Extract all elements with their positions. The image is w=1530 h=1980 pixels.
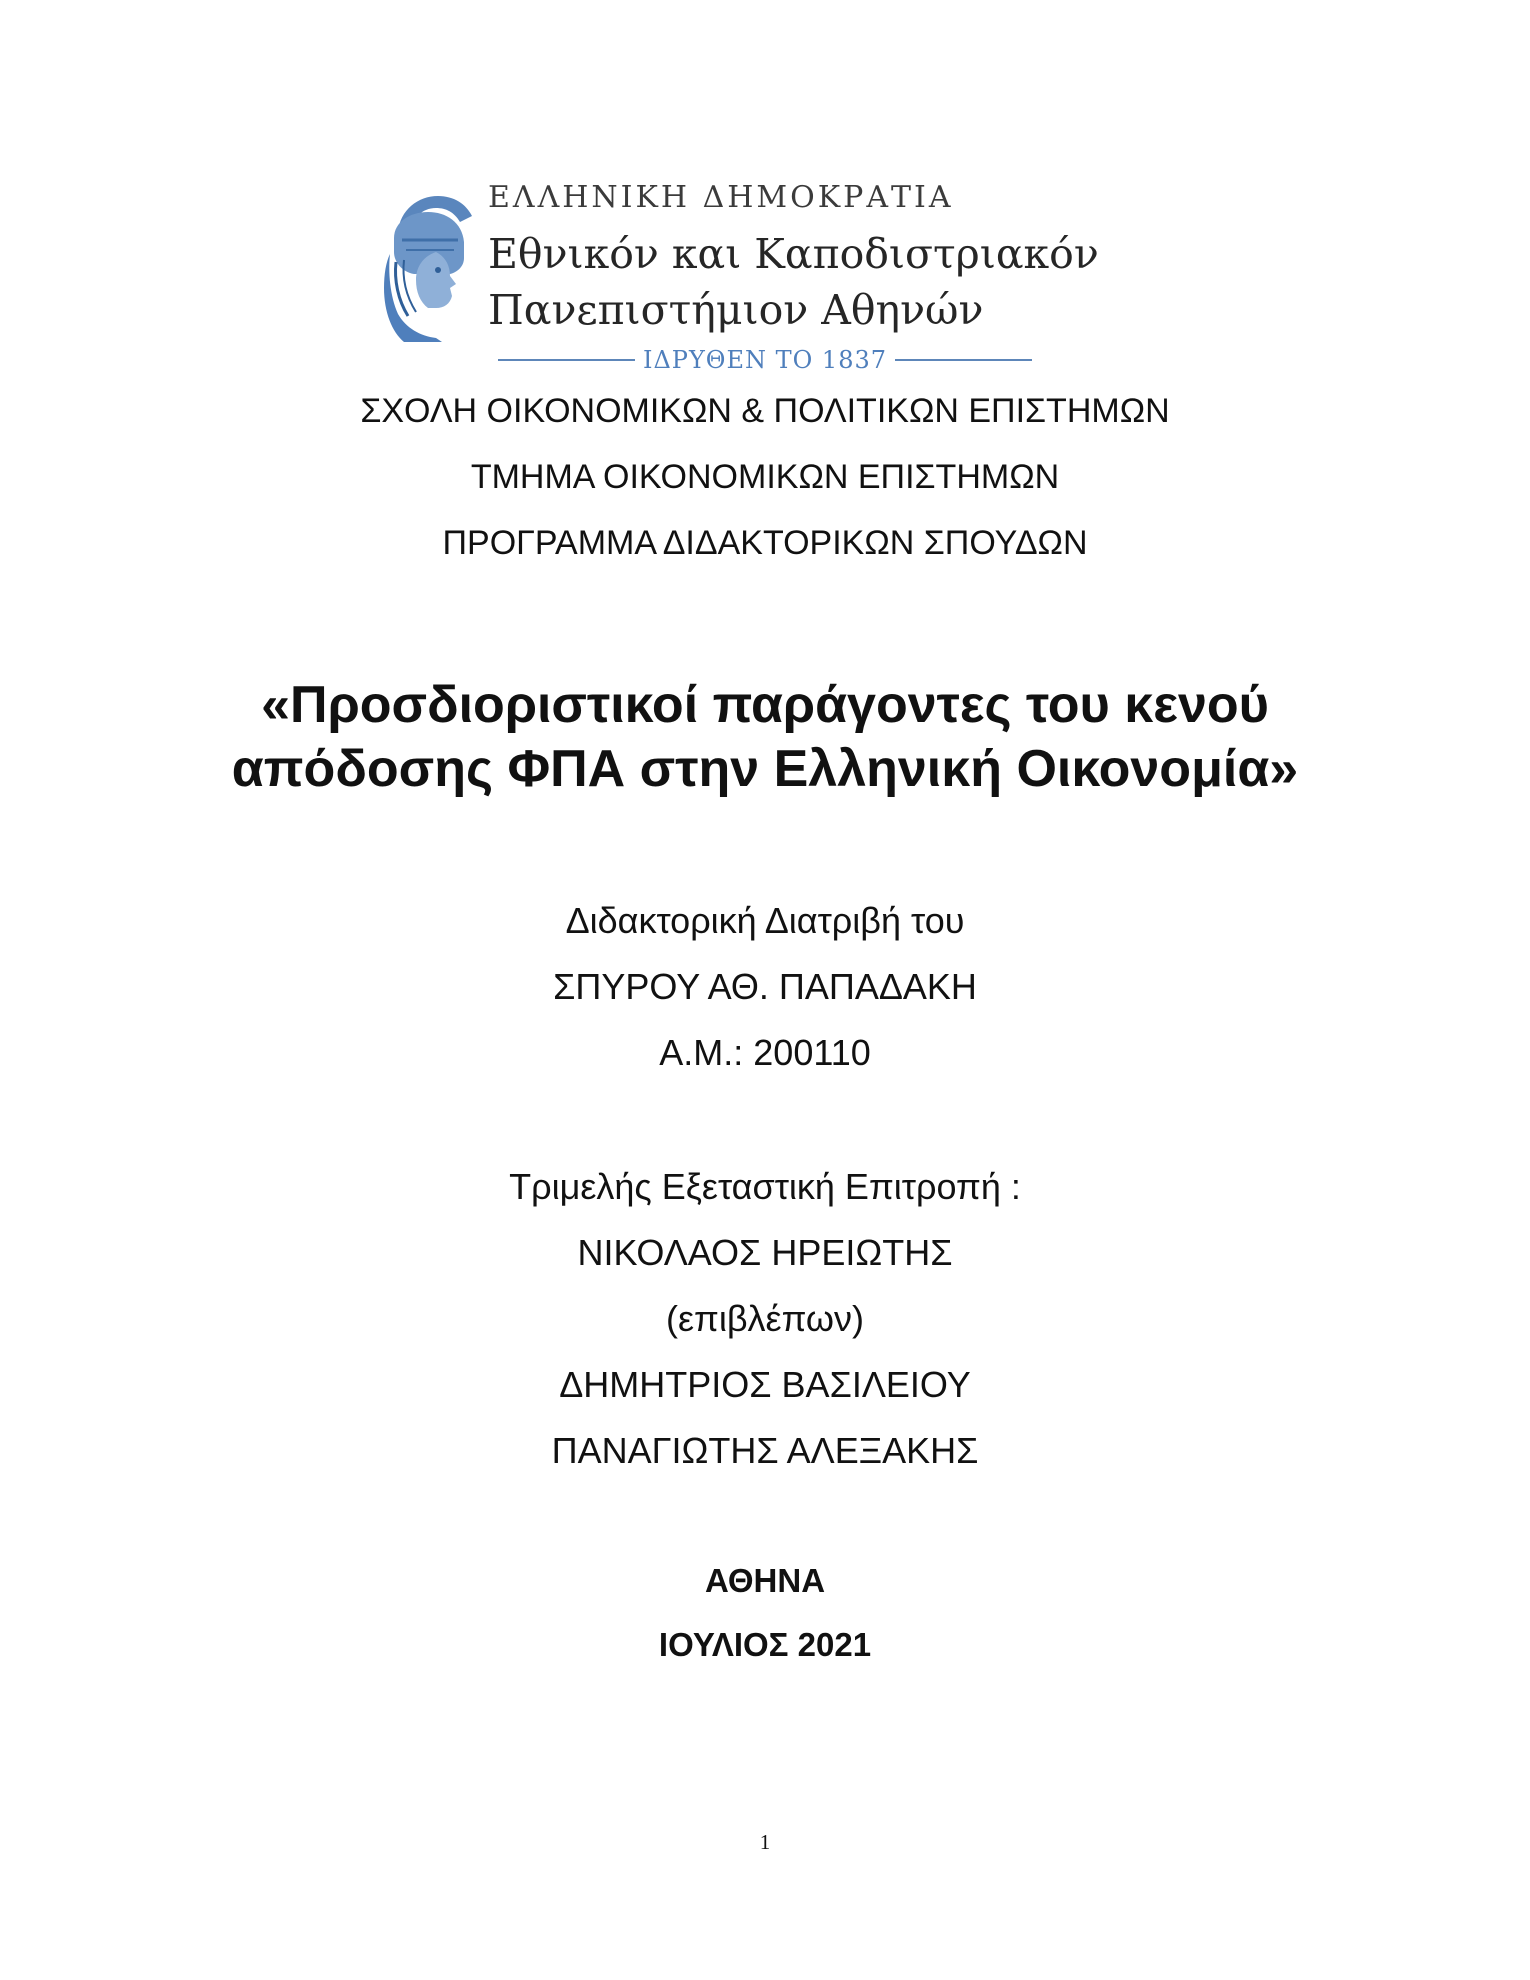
committee-supervisor-role: (επιβλέπων) bbox=[665, 1298, 865, 1339]
athena-head-emblem-icon bbox=[380, 192, 478, 344]
department-name: ΤΜΗΜΑ ΟΙΚΟΝΟΜΙΚΩΝ ΕΠΙΣΤΗΜΩΝ bbox=[470, 458, 1060, 496]
logo-university-name-line2: Πανεπιστήμιον Αθηνών bbox=[488, 286, 984, 334]
city: ΑΘΗΝΑ bbox=[704, 1562, 826, 1599]
page-number: 1 bbox=[759, 1830, 771, 1854]
logo-founded-banner bbox=[498, 345, 1032, 375]
program-name: ΠΡΟΓΡΑΜΜΑ ΔΙΔΑΚΤΟΡΙΚΩΝ ΣΠΟΥΔΩΝ bbox=[442, 524, 1088, 562]
logo-rule-left bbox=[498, 359, 635, 361]
committee-member-1: ΔΗΜΗΤΡΙΟΣ ΒΑΣΙΛΕΙΟΥ bbox=[559, 1364, 971, 1405]
committee-heading: Τριμελής Εξεταστική Επιτροπή : bbox=[509, 1166, 1021, 1207]
logo-republic-text: ΕΛΛΗΝΙΚΗ ΔΗΜΟΚΡΑΤΙΑ bbox=[488, 180, 954, 215]
thesis-type: Διδακτορική Διατριβή του bbox=[565, 900, 965, 941]
committee-supervisor: ΝΙΚΟΛΑΟΣ ΗΡΕΙΩΤΗΣ bbox=[577, 1232, 953, 1273]
registration-number: Α.Μ.: 200110 bbox=[659, 1032, 871, 1073]
logo-university-name-line1: Εθνικόν και Καποδιστριακόν bbox=[488, 230, 1099, 278]
thesis-title: «Προσδιοριστικοί παράγοντες του κενού απόδοσης ΦΠΑ στην Ελληνική Οικονομία» bbox=[231, 676, 1299, 798]
school-name: ΣΧΟΛΗ ΟΙΚΟΝΟΜΙΚΩΝ & ΠΟΛΙΤΙΚΩΝ ΕΠΙΣΤΗΜΩΝ bbox=[360, 392, 1170, 430]
committee-member-2: ΠΑΝΑΓΙΩΤΗΣ ΑΛΕΞΑΚΗΣ bbox=[551, 1430, 979, 1471]
logo-rule-right bbox=[895, 359, 1032, 361]
university-logo bbox=[370, 178, 1170, 378]
logo-founded-text: ΙΔΡΥΘΕΝ ΤΟ 1837 bbox=[642, 346, 888, 374]
date: ΙΟΥΛΙΟΣ 2021 bbox=[658, 1626, 872, 1663]
author-name: ΣΠΥΡΟΥ ΑΘ. ΠΑΠΑΔΑΚΗ bbox=[553, 966, 977, 1007]
